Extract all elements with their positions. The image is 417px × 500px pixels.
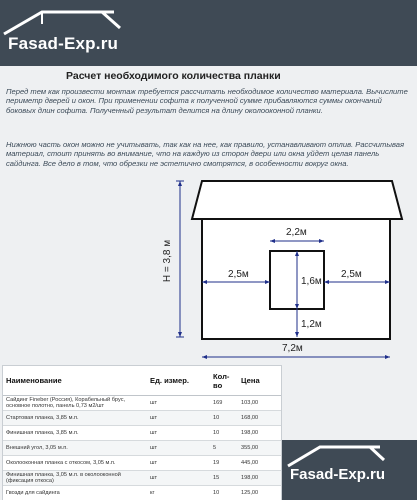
cell-name: Финишная планка, 3,05 м.п. в околооконной (фиксация откоса) [3, 471, 147, 486]
cell-quantity: 19 [210, 456, 238, 471]
materials-table [3, 366, 281, 500]
article-title: Расчет необходимого количества планки [66, 70, 281, 82]
cell-name: Финишная планка, 3,85 м.п. [3, 426, 147, 441]
cell-quantity: 15 [210, 471, 238, 486]
table-row [3, 486, 281, 500]
cell-price: 168,00 [238, 411, 281, 426]
cell-unit: шт [147, 396, 210, 411]
column-header-unit: Ед. измер. [147, 366, 210, 396]
table-row [3, 396, 281, 411]
right-offset-label: 2,5м [341, 269, 362, 280]
table-row [3, 456, 281, 471]
cell-unit: шт [147, 456, 210, 471]
table-row [3, 426, 281, 441]
cell-unit: кг [147, 486, 210, 500]
table-row [3, 411, 281, 426]
cell-name: Стартовая планка, 3,85 м.п. [3, 411, 147, 426]
cell-unit: шт [147, 426, 210, 441]
table-header-row [3, 366, 281, 396]
article-paragraph-2: Нижнюю часть окон можно не учитывать, так как на нее, как правило, устанавливают отлив. Рассчитывая материал, стоит принять во внимание, что на каждую из сторон двери или окна уйдет целая панель сайдинга. Все дело в том, что обрезки не эстетично смотрятся, в особенности вокруг окна. [6, 140, 405, 168]
cell-quantity: 169 [210, 396, 238, 411]
cell-price: 103,00 [238, 396, 281, 411]
column-header-name: Наименование [3, 366, 147, 396]
cell-unit: шт [147, 411, 210, 426]
column-header-quantity: Кол-во [210, 366, 238, 396]
cell-name: Гвозди для сайдинга [3, 486, 147, 500]
footer-logo-text: Fasad-Exp.ru [290, 466, 386, 483]
cell-name: Внешний угол, 3,05 м.п. [3, 441, 147, 456]
total-width-label: 7,2м [282, 343, 303, 354]
cell-price: 125,00 [238, 486, 281, 500]
site-header [0, 0, 417, 66]
window-width-label: 2,2м [286, 227, 307, 238]
column-header-price: Цена [238, 366, 281, 396]
window-height-label: 1,6м [301, 276, 322, 287]
cell-quantity: 10 [210, 411, 238, 426]
cell-unit: шт [147, 471, 210, 486]
cell-price: 445,00 [238, 456, 281, 471]
site-logo-text[interactable]: Fasad-Exp.ru [8, 34, 119, 53]
cell-quantity: 10 [210, 486, 238, 500]
cell-quantity: 10 [210, 426, 238, 441]
article-card [0, 66, 417, 500]
footer-logo[interactable] [282, 440, 417, 500]
total-height-label: H = 3,8 м [162, 239, 173, 283]
sill-height-label: 1,2м [301, 319, 322, 330]
house-roof-logo-icon [2, 6, 122, 36]
table-row [3, 471, 281, 486]
materials-table-container [2, 365, 282, 500]
table-row [3, 441, 281, 456]
article-paragraph-1: Перед тем как произвести монтаж требуется рассчитать необходимое количество материала. Вычислите периметр дверей и окон. При применении софита к полученной сумме прибавляются суммы окончаний боковых длин софита. Полученный результат делится на длину околооконной планки. [6, 87, 408, 115]
cell-name: Околооконная планка с откосом, 3,05 м.п. [3, 456, 147, 471]
cell-quantity: 5 [210, 441, 238, 456]
cell-price: 198,00 [238, 471, 281, 486]
cell-price: 198,00 [238, 426, 281, 441]
roof-shape [192, 181, 402, 219]
cell-name: Сайдинг Fineber (Россия), Корабельный брус, основное полотно, панель 0,73 м2/шт [3, 396, 147, 411]
cell-price: 355,00 [238, 441, 281, 456]
cell-unit: шт [147, 441, 210, 456]
left-offset-label: 2,5м [228, 269, 249, 280]
house-roof-logo-icon [286, 442, 386, 468]
